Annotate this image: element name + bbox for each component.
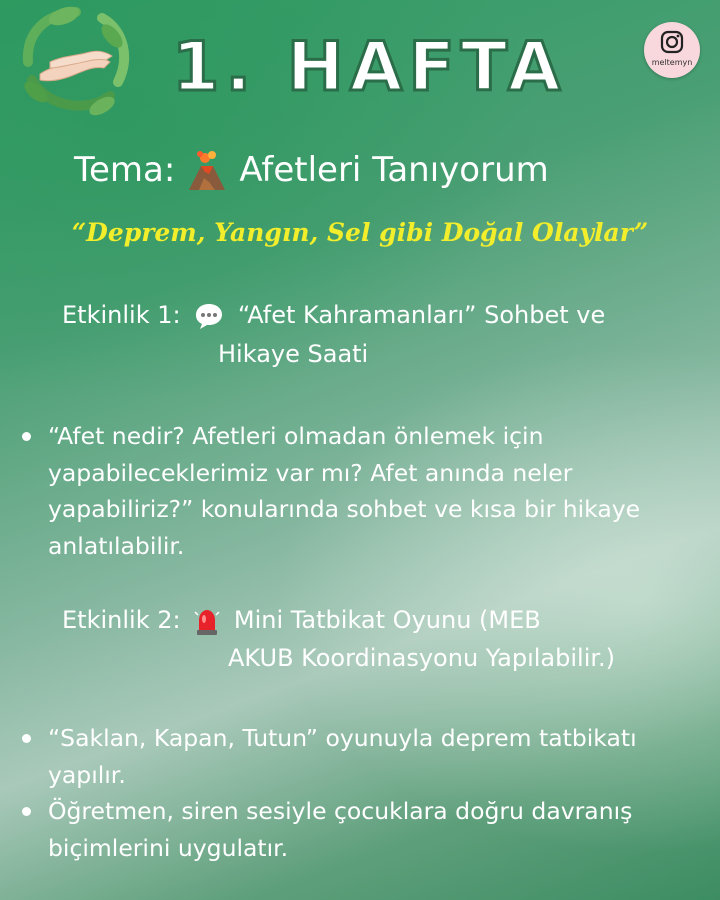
bullet-line: biçimlerini uygulatır.: [48, 833, 289, 862]
bullet-line: “Saklan, Kapan, Tutun” oyunuyla deprem tatbikatı: [48, 724, 637, 752]
activity-1-heading: [62, 297, 605, 333]
instagram-badge[interactable]: [644, 22, 700, 78]
bullet-line: “Afet nedir? Afetleri olmadan önlemek için: [48, 422, 544, 450]
list-item: [22, 793, 712, 866]
bullet-dot: [22, 432, 31, 441]
subtitle: “Deprem, Yangın, Sel gibi Doğal Olaylar”: [71, 218, 649, 247]
activity-1-line1: “Afet Kahramanları” Sohbet ve: [237, 301, 606, 329]
activity-2-heading: [62, 602, 541, 638]
siren-icon: [194, 606, 220, 636]
recycle-hands-icon: [6, 2, 146, 122]
bullet-line: yapılır.: [48, 760, 126, 789]
bullet-line: yapabiliriz?” konularında sohbet ve kısa bir hikaye: [48, 495, 641, 523]
page-title: [172, 18, 642, 104]
bullet-line: anlatılabilir.: [48, 531, 185, 560]
activity-1-bullets: [22, 418, 712, 564]
activity-2-line2: AKUB Koordinasyonu Yapılabilir.): [228, 644, 616, 672]
recycle-hands-logo: [6, 2, 146, 122]
activity-1-label: Etkinlik 1:: [62, 301, 181, 329]
bullet-line: yapabileceklerimiz var mı? Afet anında neler: [48, 458, 573, 487]
volcano-icon: [185, 148, 229, 192]
list-item: [22, 418, 712, 564]
instagram-icon: [644, 22, 700, 78]
tema-text: Afetleri Tanıyorum: [239, 150, 549, 190]
tema-line: [74, 142, 674, 198]
activity-1-line2: Hikaye Saati: [218, 340, 369, 368]
activity-2-bullets: [22, 720, 712, 866]
speech-bubble-icon: [194, 302, 224, 330]
bullet-dot: [22, 734, 31, 743]
badge-handle: meltemyn: [651, 58, 693, 67]
tema-label: Tema:: [74, 150, 176, 190]
list-item: [22, 720, 712, 793]
bullet-dot: [22, 807, 31, 816]
svg-text:1. HAFTA: 1. HAFTA: [172, 28, 567, 104]
activity-2-line1: Mini Tatbikat Oyunu (MEB: [233, 606, 541, 634]
bullet-line: Öğretmen, siren sesiyle çocuklara doğru davranış: [48, 797, 633, 825]
activity-2-label: Etkinlik 2:: [62, 606, 181, 634]
